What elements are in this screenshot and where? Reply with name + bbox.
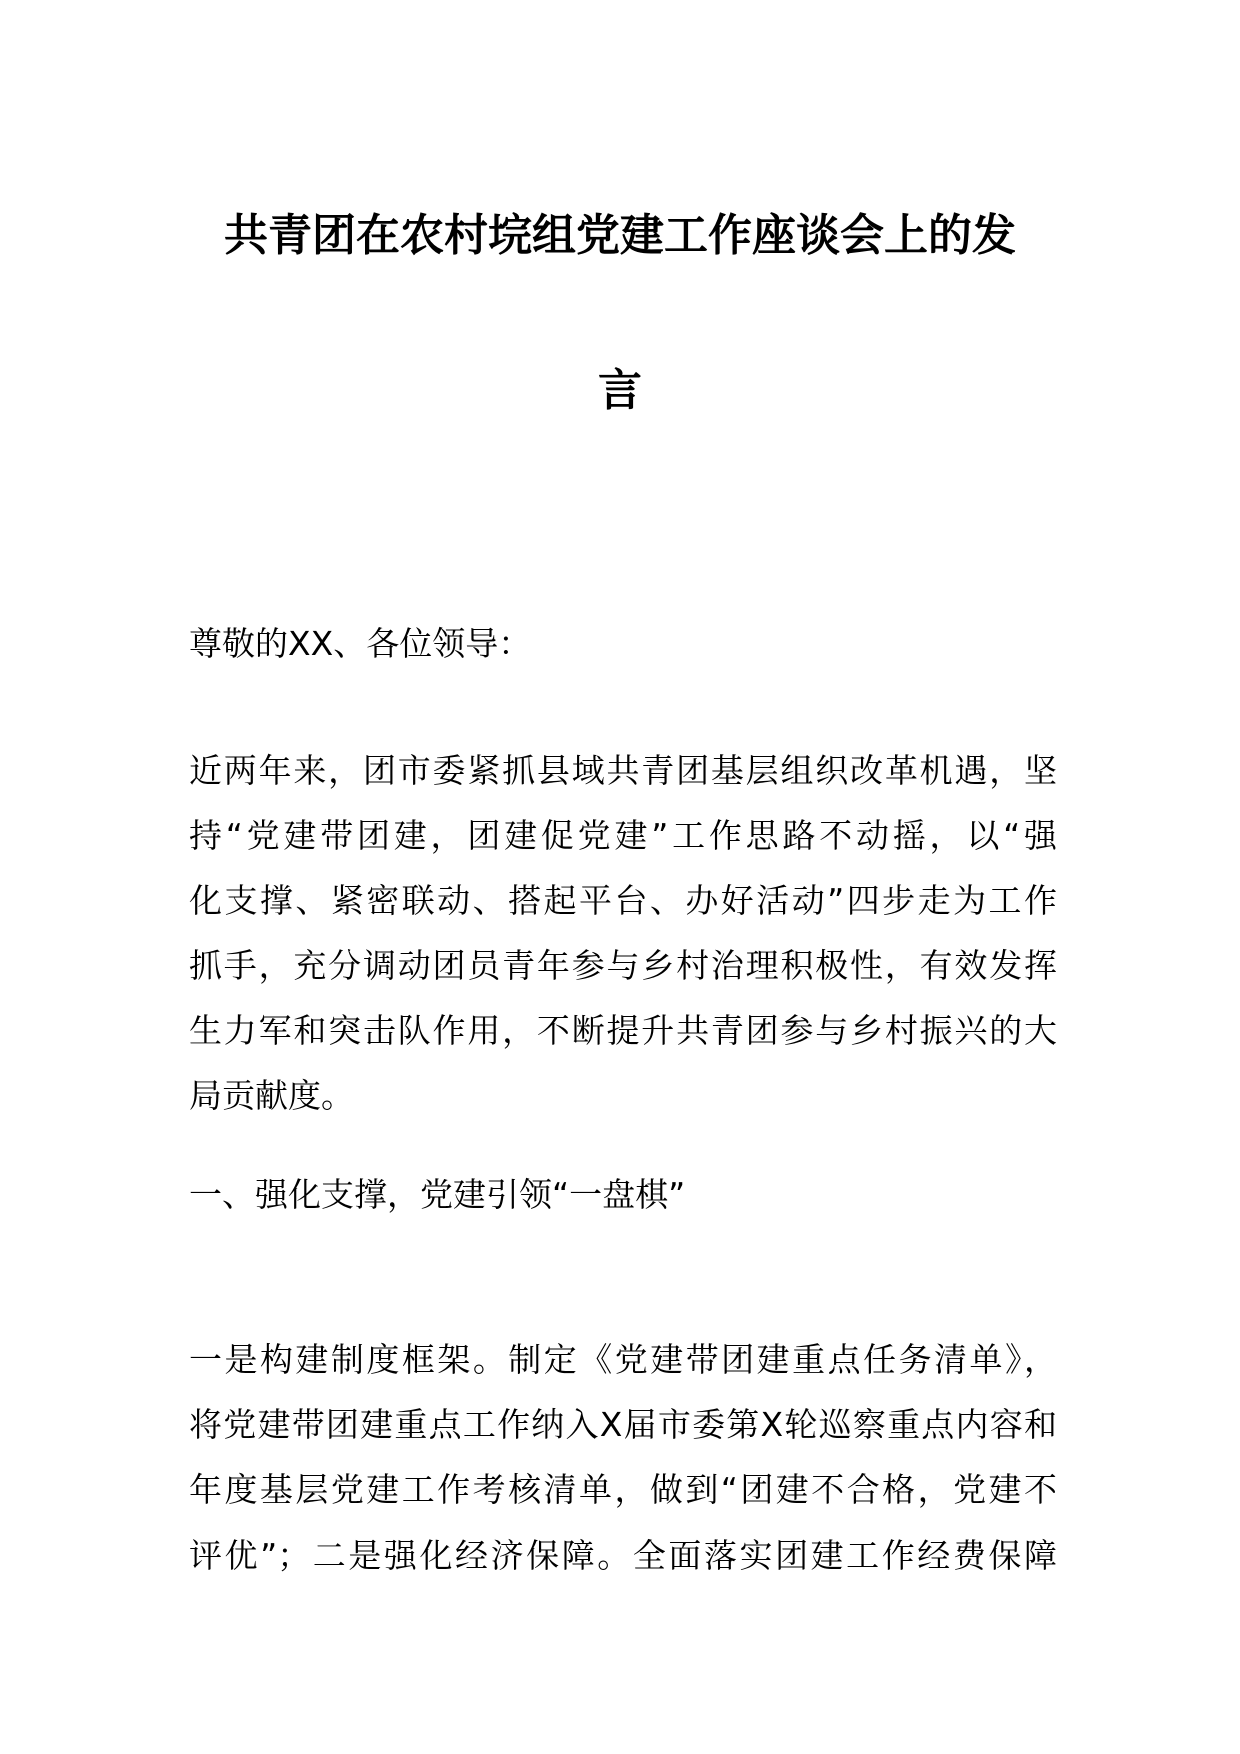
- document-title-line-1: 共青团在农村垸组党建工作座谈会上的发: [224, 210, 1016, 261]
- paragraph-line: 抓手，充分调动团员青年参与乡村治理积极性，有效发挥: [189, 946, 1057, 985]
- paragraph-line: 评优”；二是强化经济保障。全面落实团建工作经费保障: [189, 1536, 1057, 1575]
- paragraph-line: 化支撑、紧密联动、搭起平台、办好活动”四步走为工作: [189, 881, 1057, 920]
- paragraph-line: 年度基层党建工作考核清单，做到“团建不合格，党建不: [189, 1470, 1057, 1509]
- paragraph-line: 将党建带团建重点工作纳入X届市委第X轮巡察重点内容和: [189, 1405, 1057, 1444]
- paragraph-line: 近两年来，团市委紧抓县域共青团基层组织改革机遇，坚: [189, 751, 1057, 790]
- paragraph-line: 一是构建制度框架。制定《党建带团建重点任务清单》，: [189, 1340, 1057, 1379]
- paragraph-line: 持“党建带团建，团建促党建”工作思路不动摇，以“强: [189, 816, 1057, 855]
- paragraph-line: 局贡献度。: [189, 1076, 354, 1115]
- salutation: 尊敬的XX、各位领导：: [189, 624, 532, 663]
- section-heading: 一、强化支撑，党建引领“一盘棋”: [189, 1175, 686, 1214]
- paragraph-line: 生力军和突击队作用，不断提升共青团参与乡村振兴的大: [189, 1011, 1057, 1050]
- document-title-line-2: 言: [598, 365, 642, 416]
